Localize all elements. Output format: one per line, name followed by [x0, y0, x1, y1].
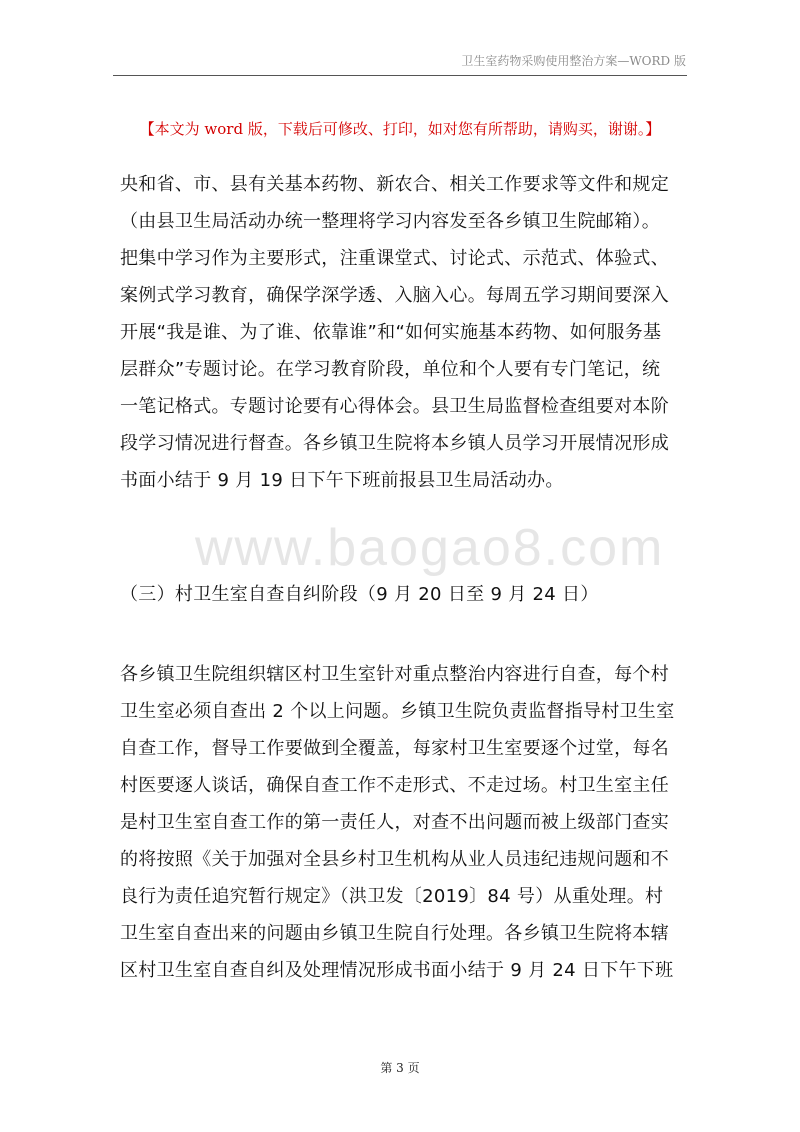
paragraph-line: 层群众”专题讨论。在学习教育阶段，单位和个人要有专门笔记，统	[120, 359, 661, 380]
watermark: www.baogao8.com	[195, 519, 665, 577]
document-header-title: 卫生室药物采购使用整治方案—WORD 版	[461, 54, 686, 68]
paragraph-line: 良行为责任追究暂行规定》（洪卫发〔2019〕84 号）从重处理。村	[120, 886, 664, 907]
section-heading: （三）村卫生室自查自纠阶段（9 月 20 日至 9 月 24 日）	[120, 584, 599, 605]
paragraph-line: （由县卫生局活动办统一整理将学习内容发至各乡镇卫生院邮箱）。	[120, 211, 660, 232]
paragraph-line: 开展“我是谁、为了谁、依靠谁”和“如何实施基本药物、如何服务基	[120, 322, 662, 343]
paragraph-line: 各乡镇卫生院组织辖区村卫生室针对重点整治内容进行自查，每个村	[120, 664, 669, 685]
paragraph-line: 把集中学习作为主要形式，注重课堂式、讨论式、示范式、体验式、	[120, 248, 669, 269]
header-divider	[113, 75, 687, 76]
page-number: 第 3 页	[380, 1061, 420, 1075]
paragraph-line: 一笔记格式。专题讨论要有心得体会。县卫生局监督检查组要对本阶	[120, 396, 669, 417]
purchase-notice: 【本文为 word 版，下载后可修改、打印，如对您有所帮助，请购买，谢谢。】	[139, 120, 661, 138]
paragraph-line: 卫生室必须自查出 2 个以上问题。乡镇卫生院负责监督指导村卫生室	[120, 701, 675, 722]
paragraph-line: 村医要逐人谈话，确保自查工作不走形式、不走过场。村卫生室主任	[120, 775, 669, 796]
paragraph-line: 的将按照《关于加强对全县乡村卫生机构从业人员违纪违规问题和不	[120, 849, 669, 870]
paragraph-line: 自查工作，督导工作要做到全覆盖，每家村卫生室要逐个过堂，每名	[120, 738, 669, 759]
paragraph-line: 卫生室自查出来的问题由乡镇卫生院自行处理。各乡镇卫生院将本辖	[120, 923, 669, 944]
paragraph-line: 央和省、市、县有关基本药物、新农合、相关工作要求等文件和规定	[120, 174, 669, 195]
paragraph-line: 区村卫生室自查自纠及处理情况形成书面小结于 9 月 24 日下午下班	[120, 960, 674, 981]
paragraph-line: 段学习情况进行督查。各乡镇卫生院将本乡镇人员学习开展情况形成	[120, 433, 669, 454]
paragraph-line: 案例式学习教育，确保学深学透、入脑入心。每周五学习期间要深入	[120, 285, 669, 306]
paragraph-line: 书面小结于 9 月 19 日下午下班前报县卫生局活动办。	[120, 470, 564, 491]
paragraph-line: 是村卫生室自查工作的第一责任人，对查不出问题而被上级部门查实	[120, 812, 669, 833]
